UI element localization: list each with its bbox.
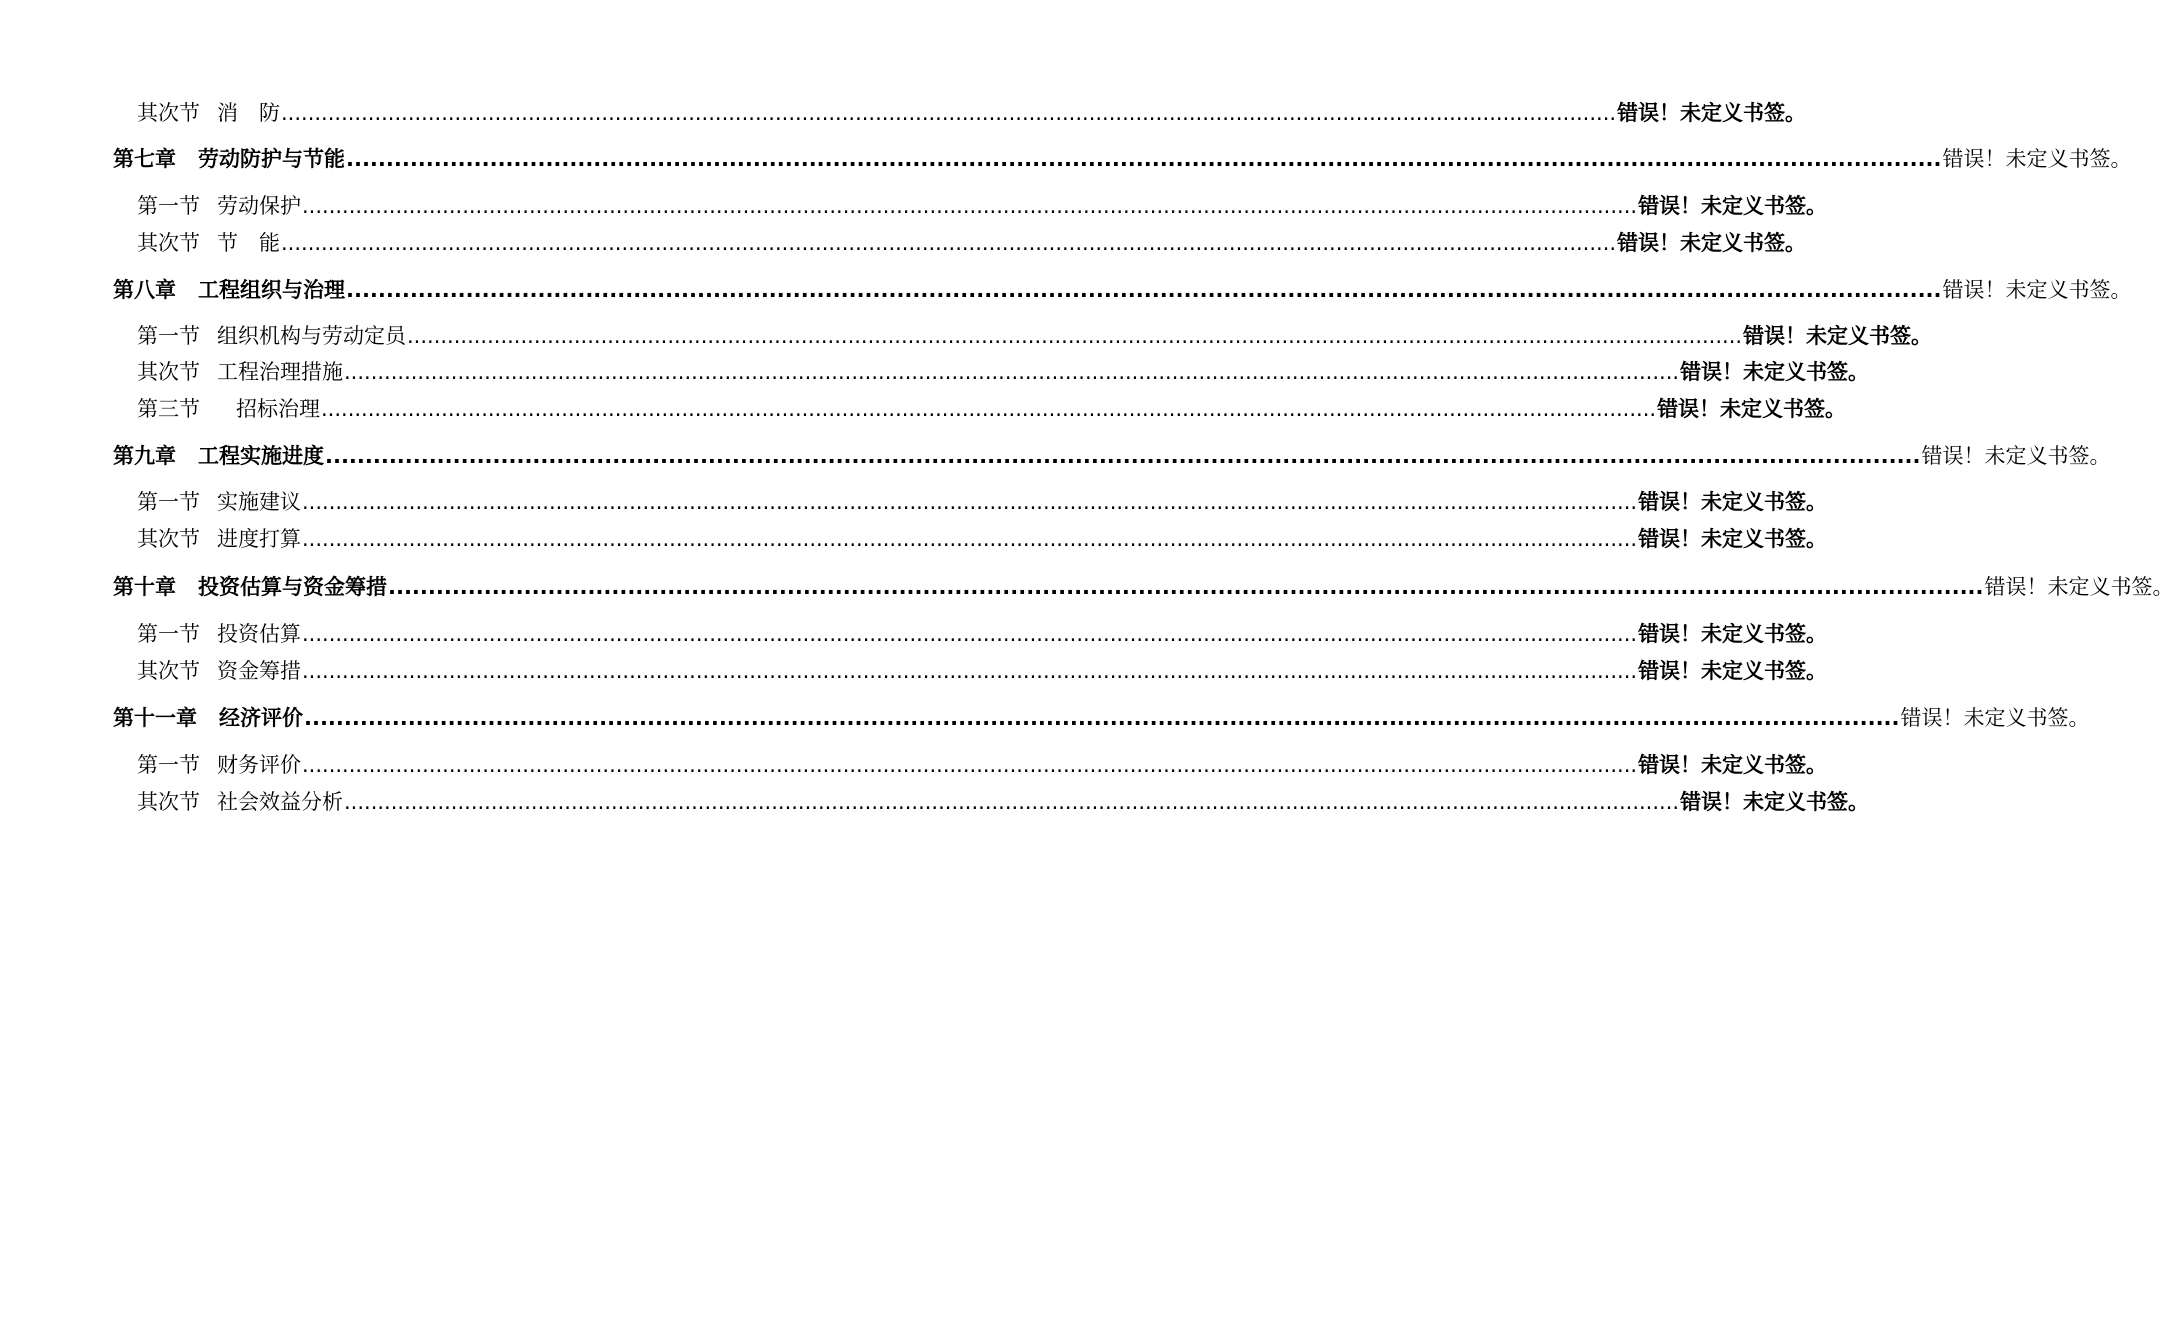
toc-entry-label <box>137 524 301 554</box>
toc-page-reference: 错误！未定义书签。 <box>1617 101 1807 125</box>
toc-page-reference: 错误！未定义书签。 <box>1942 278 2132 302</box>
toc-entry-title: 财务评价 <box>217 753 301 777</box>
toc-entry-label <box>113 572 387 602</box>
toc-chapter-entry[interactable] <box>0 275 2132 305</box>
toc-page-reference: 错误！未定义书签。 <box>1638 527 1828 551</box>
toc-section-entry[interactable] <box>0 619 1828 649</box>
toc-entry-label <box>137 357 343 387</box>
toc-entry-label <box>113 703 303 733</box>
toc-entry-number: 第三节 <box>137 397 200 421</box>
toc-entry-number: 第一节 <box>137 194 200 218</box>
toc-entry-number: 第八章 <box>113 278 176 302</box>
toc-leader-dots: ........................................................................................................................................................................................................ <box>407 324 1743 348</box>
toc-leader-dots: ........................................................................................................................................................................................................ <box>344 790 1680 814</box>
toc-leader-dots: ........................................................................................................................................................................................................ <box>302 527 1638 551</box>
toc-page-reference: 错误！未定义书签。 <box>1638 622 1828 646</box>
toc-section-entry[interactable] <box>0 228 1807 258</box>
toc-entry-title: 工程治理措施 <box>217 360 343 384</box>
toc-entry-label <box>137 487 301 517</box>
toc-page-reference: 错误！未定义书签。 <box>1921 444 2111 468</box>
toc-entry-label <box>137 619 301 649</box>
toc-section-entry[interactable] <box>0 98 1807 128</box>
toc-chapter-entry[interactable] <box>0 572 2174 602</box>
toc-entry-number: 其次节 <box>137 527 200 551</box>
toc-entry-title: 进度打算 <box>217 527 301 551</box>
toc-leader-dots: ........................................................................................................................................................................................................ <box>302 490 1638 514</box>
toc-leader-dots: ........................................................................................................................................................................................................ <box>388 575 1984 599</box>
toc-leader-dots: ........................................................................................................................................................................................................ <box>325 444 1921 468</box>
toc-page-reference: 错误！未定义书签。 <box>1900 706 2090 730</box>
toc-entry-number: 其次节 <box>137 659 200 683</box>
toc-entry-number: 第十一章 <box>113 706 197 730</box>
toc-entry-title: 招标治理 <box>236 397 320 421</box>
toc-entry-title: 工程组织与治理 <box>198 278 345 302</box>
toc-entry-label <box>113 144 345 174</box>
toc-entry-label <box>137 787 343 817</box>
toc-entry-number: 第一节 <box>137 324 200 348</box>
toc-entry-title: 投资估算 <box>217 622 301 646</box>
toc-leader-dots: ........................................................................................................................................................................................................ <box>344 360 1680 384</box>
toc-entry-number: 第七章 <box>113 147 176 171</box>
toc-section-entry[interactable] <box>0 191 1828 221</box>
toc-chapter-entry[interactable] <box>0 703 2090 733</box>
toc-section-entry[interactable] <box>0 787 1870 817</box>
toc-entry-label <box>137 98 280 128</box>
toc-entry-title: 资金筹措 <box>217 659 301 683</box>
toc-leader-dots: ........................................................................................................................................................................................................ <box>302 622 1638 646</box>
toc-entry-number: 其次节 <box>137 360 200 384</box>
toc-section-entry[interactable] <box>0 656 1828 686</box>
toc-leader-dots: ........................................................................................................................................................................................................ <box>304 706 1900 730</box>
toc-section-entry[interactable] <box>0 321 1933 351</box>
toc-entry-number: 第一节 <box>137 753 200 777</box>
toc-entry-label <box>137 656 301 686</box>
toc-leader-dots: ........................................................................................................................................................................................................ <box>346 278 1942 302</box>
toc-entry-label <box>137 394 320 424</box>
toc-section-entry[interactable] <box>0 750 1828 780</box>
toc-chapter-entry[interactable] <box>0 441 2111 471</box>
toc-entry-number: 第九章 <box>113 444 176 468</box>
toc-page-reference: 错误！未定义书签。 <box>1680 790 1870 814</box>
toc-leader-dots: ........................................................................................................................................................................................................ <box>281 231 1617 255</box>
toc-entry-label <box>113 275 345 305</box>
toc-page-reference: 错误！未定义书签。 <box>1984 575 2174 599</box>
toc-entry-number: 其次节 <box>137 101 200 125</box>
toc-entry-title: 节 能 <box>217 231 280 255</box>
toc-page-reference: 错误！未定义书签。 <box>1638 753 1828 777</box>
toc-leader-dots: ........................................................................................................................................................................................................ <box>321 397 1657 421</box>
toc-section-entry[interactable] <box>0 487 1828 517</box>
toc-entry-title: 工程实施进度 <box>198 444 324 468</box>
toc-entry-title: 经济评价 <box>219 706 303 730</box>
toc-entry-title: 实施建议 <box>217 490 301 514</box>
toc-entry-title: 劳动保护 <box>217 194 301 218</box>
toc-entry-number: 其次节 <box>137 231 200 255</box>
toc-page-reference: 错误！未定义书签。 <box>1942 147 2132 171</box>
toc-page-reference: 错误！未定义书签。 <box>1638 659 1828 683</box>
toc-entry-label <box>137 321 406 351</box>
toc-entry-number: 第十章 <box>113 575 176 599</box>
toc-entry-label <box>137 750 301 780</box>
toc-page-reference: 错误！未定义书签。 <box>1638 490 1828 514</box>
toc-entry-title: 消 防 <box>217 101 280 125</box>
toc-page-reference: 错误！未定义书签。 <box>1680 360 1870 384</box>
toc-leader-dots: ........................................................................................................................................................................................................ <box>281 101 1617 125</box>
toc-section-entry[interactable] <box>0 357 1870 387</box>
toc-entry-title: 组织机构与劳动定员 <box>217 324 406 348</box>
toc-chapter-entry[interactable] <box>0 144 2132 174</box>
toc-leader-dots: ........................................................................................................................................................................................................ <box>346 147 1942 171</box>
toc-section-entry[interactable] <box>0 394 1847 424</box>
toc-entry-label <box>137 228 280 258</box>
toc-entry-number: 第一节 <box>137 622 200 646</box>
toc-entry-title: 投资估算与资金筹措 <box>198 575 387 599</box>
toc-entry-number: 其次节 <box>137 790 200 814</box>
toc-page-reference: 错误！未定义书签。 <box>1617 231 1807 255</box>
toc-page-reference: 错误！未定义书签。 <box>1638 194 1828 218</box>
toc-entry-title: 社会效益分析 <box>217 790 343 814</box>
toc-entry-label <box>137 191 301 221</box>
toc-section-entry[interactable] <box>0 524 1828 554</box>
toc-entry-label <box>113 441 324 471</box>
toc-leader-dots: ........................................................................................................................................................................................................ <box>302 753 1638 777</box>
toc-leader-dots: ........................................................................................................................................................................................................ <box>302 194 1638 218</box>
toc-entry-number: 第一节 <box>137 490 200 514</box>
toc-page-reference: 错误！未定义书签。 <box>1657 397 1847 421</box>
toc-page-reference: 错误！未定义书签。 <box>1743 324 1933 348</box>
toc-entry-title: 劳动防护与节能 <box>198 147 345 171</box>
toc-leader-dots: ........................................................................................................................................................................................................ <box>302 659 1638 683</box>
